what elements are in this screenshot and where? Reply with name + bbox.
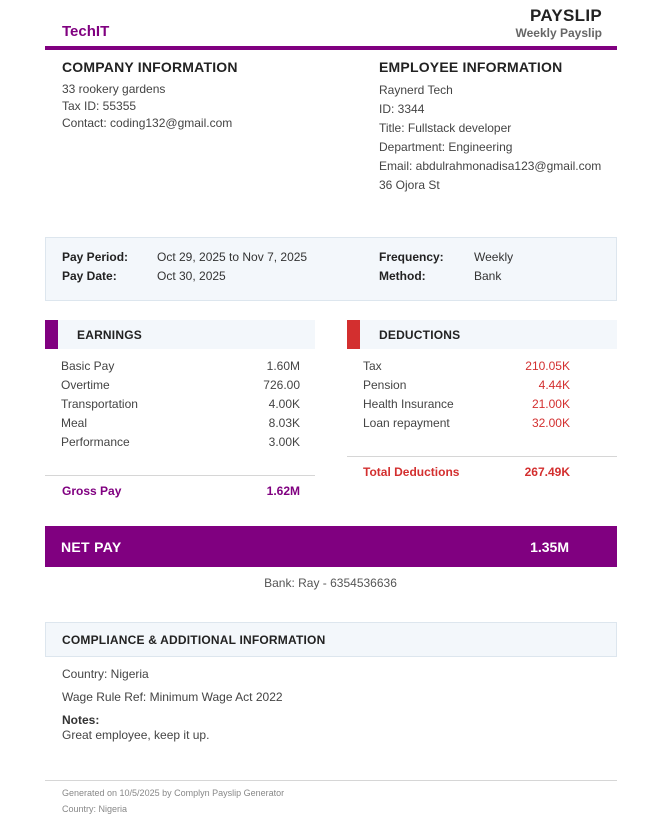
earnings-row	[61, 376, 300, 395]
frequency-value: Weekly	[474, 250, 514, 264]
document-subtitle: Weekly Payslip	[515, 26, 602, 40]
employee-department: Department: Engineering	[379, 140, 513, 154]
earning-amount: 726.00	[263, 378, 300, 392]
deductions-header	[347, 320, 617, 349]
deduction-label: Loan repayment	[363, 416, 450, 430]
employee-id: ID: 3344	[379, 102, 425, 116]
earning-label: Performance	[61, 435, 130, 449]
earnings-row	[61, 395, 300, 414]
compliance-heading: COMPLIANCE & ADDITIONAL INFORMATION	[62, 633, 326, 647]
earnings-header	[45, 320, 315, 349]
earnings-list	[61, 357, 300, 452]
deduction-amount: 32.00K	[531, 416, 570, 430]
earning-label: Overtime	[61, 378, 110, 392]
net-pay-value: 1.35M	[530, 539, 569, 555]
deductions-row	[363, 357, 570, 376]
deductions-row	[363, 376, 570, 395]
employee-email: Email: abdulrahmonadisa123@gmail.com	[379, 159, 602, 173]
company-info-block	[62, 81, 232, 132]
earning-amount: 1.60M	[266, 359, 300, 373]
employee-address: 36 Ojora St	[379, 178, 440, 192]
net-pay-bar	[45, 526, 617, 567]
earnings-row	[61, 414, 300, 433]
earning-label: Basic Pay	[61, 359, 115, 373]
total-deductions-label: Total Deductions	[363, 465, 460, 479]
method-value: Bank	[474, 269, 502, 283]
deductions-row	[363, 395, 570, 414]
company-contact: Contact: coding132@gmail.com	[62, 116, 233, 130]
earning-amount: 4.00K	[268, 397, 300, 411]
pay-date-value: Oct 30, 2025	[157, 269, 226, 283]
employee-title: Title: Fullstack developer	[379, 121, 512, 135]
employee-name: Raynerd Tech	[379, 83, 453, 97]
method-label: Method:	[379, 269, 426, 283]
compliance-header	[45, 622, 617, 657]
net-pay-label: NET PAY	[61, 539, 122, 555]
compliance-country: Country: Nigeria	[62, 667, 149, 681]
header-divider	[45, 46, 617, 50]
document-title: PAYSLIP	[529, 6, 602, 25]
frequency-label: Frequency:	[379, 250, 444, 264]
notes-label: Notes:	[62, 713, 100, 727]
footer-divider	[45, 780, 617, 781]
pay-date-label: Pay Date:	[62, 269, 117, 283]
earnings-row	[61, 433, 300, 452]
gross-pay-label: Gross Pay	[62, 484, 122, 498]
deductions-divider	[347, 456, 617, 457]
gross-pay-value: 1.62M	[266, 484, 300, 498]
deduction-label: Tax	[363, 359, 382, 373]
deductions-row	[363, 414, 570, 433]
total-deductions-value: 267.49K	[524, 465, 570, 479]
compliance-wage-rule: Wage Rule Ref: Minimum Wage Act 2022	[62, 690, 283, 704]
earning-amount: 8.03K	[268, 416, 300, 430]
company-info-heading: COMPANY INFORMATION	[62, 59, 238, 75]
company-brand: TechIT	[62, 23, 110, 40]
pay-period-value: Oct 29, 2025 to Nov 7, 2025	[157, 250, 308, 264]
deduction-amount: 210.05K	[525, 359, 570, 373]
company-address: 33 rookery gardens	[62, 82, 166, 96]
deductions-accent	[347, 320, 360, 349]
footer-country: Country: Nigeria	[62, 804, 128, 814]
earnings-heading: EARNINGS	[77, 328, 142, 342]
earnings-accent	[45, 320, 58, 349]
pay-period-label: Pay Period:	[62, 250, 129, 264]
footer-generated: Generated on 10/5/2025 by Complyn Payslip Generator	[62, 788, 285, 798]
deductions-heading: DEDUCTIONS	[379, 328, 461, 342]
company-tax-id: Tax ID: 55355	[62, 99, 137, 113]
bank-details: Bank: Ray - 6354536636	[264, 576, 397, 590]
employee-info-heading: EMPLOYEE INFORMATION	[379, 59, 563, 75]
earning-amount: 3.00K	[268, 435, 300, 449]
employee-info-block	[379, 81, 601, 195]
deduction-label: Pension	[363, 378, 407, 392]
earnings-row	[61, 357, 300, 376]
earnings-divider	[45, 475, 315, 476]
earning-label: Transportation	[61, 397, 138, 411]
earning-label: Meal	[61, 416, 88, 430]
deduction-amount: 4.44K	[538, 378, 570, 392]
deductions-list	[363, 357, 570, 433]
notes-text: Great employee, keep it up.	[62, 728, 210, 742]
deduction-amount: 21.00K	[531, 397, 570, 411]
deduction-label: Health Insurance	[363, 397, 454, 411]
pay-period-box	[45, 237, 617, 301]
